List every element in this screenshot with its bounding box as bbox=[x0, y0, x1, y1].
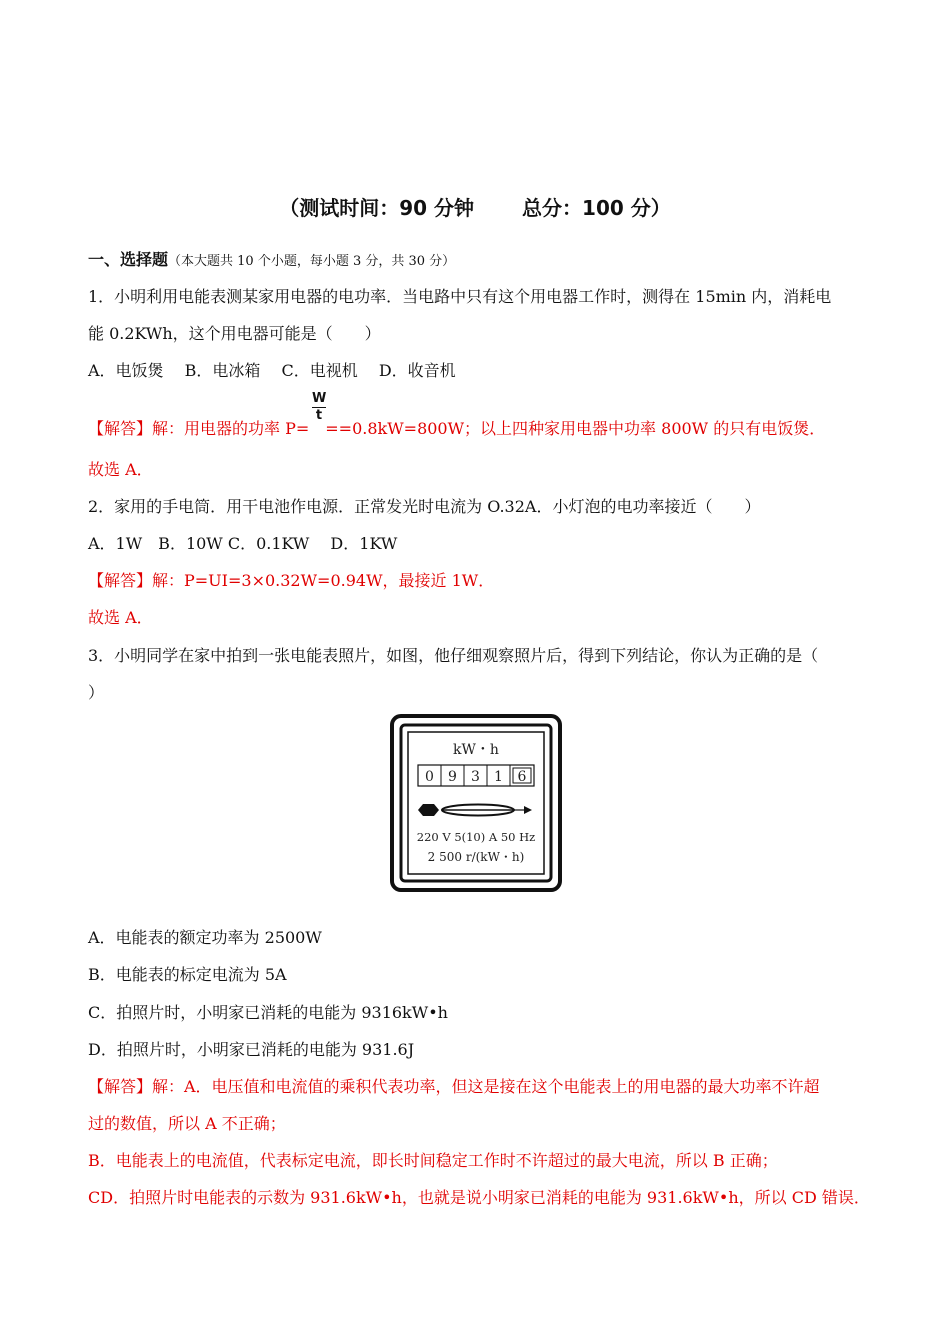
q2-choice: 故选 A． bbox=[88, 608, 153, 627]
fraction-denominator: t bbox=[315, 408, 323, 423]
title-time: （测试时间：90 分钟 bbox=[279, 196, 475, 220]
meter-digit-2: 9 bbox=[448, 769, 457, 785]
q3-option-a: A．电能表的额定功率为 2500W bbox=[88, 928, 322, 947]
meter-unit: kW・h bbox=[453, 742, 499, 758]
meter-digit-5: 6 bbox=[517, 769, 527, 785]
q2-stem: 2．家用的手电筒．用干电池作电源．正常发光时电流为 O.32A．小灯泡的电功率接近（ ） bbox=[88, 497, 761, 516]
q3-option-b: B．电能表的标定电流为 5A bbox=[88, 965, 287, 984]
q3-option-d: D．拍照片时，小明家已消耗的电能为 931.6J bbox=[88, 1040, 415, 1059]
q1-choice: 故选 A． bbox=[88, 460, 153, 479]
q1-answer bbox=[88, 418, 825, 440]
fraction-numerator: W bbox=[312, 391, 327, 406]
meter-spec: 220 V 5(10) A 50 Hz bbox=[416, 830, 536, 844]
meter-digit-3: 3 bbox=[471, 769, 480, 785]
q1-answer-rest: ==0.8kW=800W；以上四种家用电器中功率 800W 的只有电饭煲． bbox=[325, 419, 826, 438]
power-formula-fraction bbox=[312, 392, 326, 423]
q3-answer-line2: 过的数值，所以 A 不正确； bbox=[88, 1114, 286, 1133]
q2-options: A．1W B．10W C．0.1KW D．1KW bbox=[88, 534, 398, 553]
q3-answer-line3: B．电能表上的电流值，代表标定电流，即长时间稳定工作时不许超过的最大电流，所以 B 正确； bbox=[88, 1151, 778, 1170]
meter-digit-1: 0 bbox=[425, 769, 434, 785]
section-label: 一、选择题 bbox=[88, 250, 169, 269]
title-score: 总分：100 分） bbox=[522, 196, 671, 220]
meter-rotor-arrow-icon bbox=[418, 804, 532, 816]
q3-stem-line1: 3．小明同学在家中拍到一张电能表照片，如图，他仔细观察照片后，得到下列结论，你认为正确的是（ bbox=[88, 646, 819, 665]
meter-digit-4: 1 bbox=[494, 769, 503, 785]
meter-rate: 2 500 r/(kW・h) bbox=[427, 850, 525, 864]
electricity-meter-figure bbox=[390, 714, 562, 892]
section-heading bbox=[88, 249, 455, 273]
q1-stem-line2: 能 0.2KWh，这个用电器可能是（ ） bbox=[88, 324, 381, 343]
q1-options: A．电饭煲 B．电冰箱 C．电视机 D．收音机 bbox=[88, 361, 456, 380]
q3-answer-line4: CD．拍照片时电能表的示数为 931.6kW•h，也就是说小明家已消耗的电能为 931.6kW•h，所以 CD 错误． bbox=[88, 1188, 870, 1207]
q3-option-c: C．拍照片时，小明家已消耗的电能为 9316kW•h bbox=[88, 1003, 448, 1022]
q3-answer-line1: 【解答】解：A．电压值和电流值的乘积代表功率，但这是接在这个电能表上的用电器的最大功率不许超 bbox=[88, 1077, 820, 1096]
q1-answer-prefix: 【解答】解：用电器的功率 P= bbox=[88, 419, 310, 438]
q2-answer: 【解答】解：P=UI=3×0.32W=0.94W，最接近 1W． bbox=[88, 571, 495, 590]
q1-stem-line1: 1．小明利用电能表测某家用电器的电功率．当电路中只有这个用电器工作时，测得在 15min 内，消耗电 bbox=[88, 287, 832, 306]
page-title bbox=[0, 192, 950, 221]
q3-stem-line2: ） bbox=[88, 683, 105, 702]
section-note: （本大题共 10 个小题，每小题 3 分，共 30 分） bbox=[168, 254, 456, 269]
